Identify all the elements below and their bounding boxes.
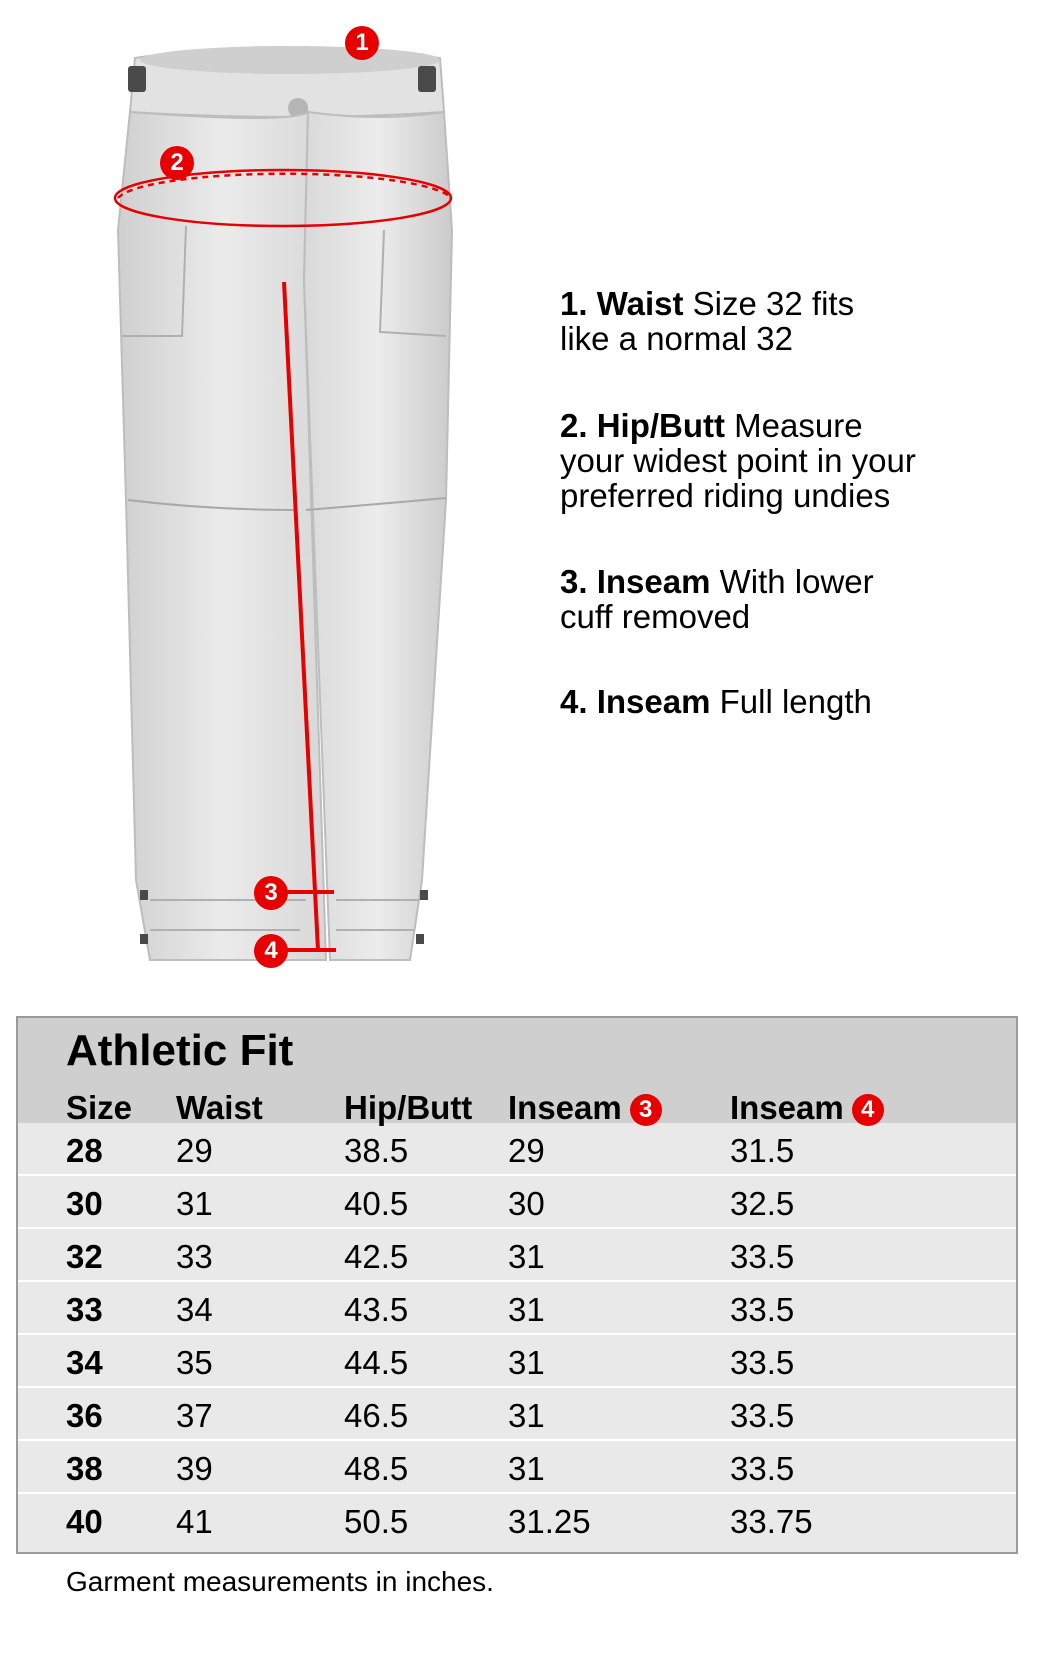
legend-item-inseam-full — [560, 684, 1000, 719]
legend-term: 1. Waist — [560, 285, 684, 322]
waist-marker: 1 — [345, 26, 379, 60]
legend-desc: Measure — [734, 407, 863, 444]
cell-size: 40 — [66, 1503, 103, 1540]
cell-size: 32 — [66, 1238, 103, 1275]
cell-inseam4: 33.5 — [730, 1450, 795, 1487]
cell-waist: 41 — [176, 1503, 213, 1540]
table-header — [18, 1018, 1016, 1126]
cell-inseam4: 33.5 — [730, 1238, 795, 1275]
legend-term: 2. Hip/Butt — [560, 407, 725, 444]
cell-waist: 39 — [176, 1450, 213, 1487]
table-row — [18, 1494, 1016, 1547]
cell-size: 30 — [66, 1185, 103, 1222]
inseam-full-badge: 4 — [852, 1094, 884, 1126]
table-row — [18, 1335, 1016, 1388]
header-size: Size — [66, 1089, 133, 1126]
legend-desc: With lower — [719, 563, 874, 600]
table-title: Athletic Fit — [66, 1026, 294, 1075]
table-row — [18, 1176, 1016, 1229]
cell-size: 38 — [66, 1450, 103, 1487]
legend-item-hip — [560, 408, 1000, 513]
header-inseam-full-label: Inseam — [730, 1089, 844, 1126]
cell-inseam3: 31 — [508, 1450, 545, 1487]
cell-size: 34 — [66, 1344, 103, 1381]
cell-inseam3: 30 — [508, 1185, 545, 1222]
hip-marker: 2 — [160, 146, 194, 180]
header-inseam-full — [730, 1090, 884, 1126]
cell-inseam3: 31.25 — [508, 1503, 591, 1540]
inseam-full-marker: 4 — [254, 934, 288, 968]
legend-desc: your widest point in your — [560, 442, 916, 479]
legend-term: 4. Inseam — [560, 683, 711, 720]
cell-hip: 40.5 — [344, 1185, 409, 1222]
table-row — [18, 1282, 1016, 1335]
table-row — [18, 1388, 1016, 1441]
legend-desc: preferred riding undies — [560, 477, 891, 514]
header-hip: Hip/Butt — [344, 1089, 473, 1126]
legend-desc: like a normal 32 — [560, 320, 793, 357]
cell-inseam4: 33.5 — [730, 1291, 795, 1328]
legend-desc: cuff removed — [560, 598, 751, 635]
cell-size: 28 — [66, 1132, 103, 1169]
cell-inseam4: 33.5 — [730, 1344, 795, 1381]
header-inseam-cuff — [508, 1090, 662, 1126]
table-row — [18, 1229, 1016, 1282]
cell-waist: 31 — [176, 1185, 213, 1222]
table-row — [18, 1441, 1016, 1494]
legend-desc: Size 32 fits — [692, 285, 855, 322]
cell-hip: 46.5 — [344, 1397, 409, 1434]
cell-waist: 34 — [176, 1291, 213, 1328]
cell-inseam3: 31 — [508, 1238, 545, 1275]
cell-inseam3: 31 — [508, 1291, 545, 1328]
cell-size: 33 — [66, 1291, 103, 1328]
cell-waist: 33 — [176, 1238, 213, 1275]
cell-waist: 35 — [176, 1344, 213, 1381]
cell-inseam3: 29 — [508, 1132, 545, 1169]
cell-inseam4: 31.5 — [730, 1132, 795, 1169]
cell-hip: 42.5 — [344, 1238, 409, 1275]
legend-item-inseam-cuff — [560, 564, 1000, 634]
size-chart-table — [16, 1016, 1018, 1554]
legend-item-waist — [560, 286, 1000, 356]
cell-inseam3: 31 — [508, 1344, 545, 1381]
cell-waist: 29 — [176, 1132, 213, 1169]
cell-hip: 50.5 — [344, 1503, 409, 1540]
inseam-cuff-marker: 3 — [254, 876, 288, 910]
cell-inseam4: 32.5 — [730, 1185, 795, 1222]
header-inseam-cuff-label: Inseam — [508, 1089, 622, 1126]
legend-term: 3. Inseam — [560, 563, 711, 600]
cell-hip: 38.5 — [344, 1132, 409, 1169]
cell-inseam4: 33.75 — [730, 1503, 813, 1540]
cell-inseam4: 33.5 — [730, 1397, 795, 1434]
inseam-cuff-badge: 3 — [630, 1094, 662, 1126]
cell-size: 36 — [66, 1397, 103, 1434]
cell-hip: 43.5 — [344, 1291, 409, 1328]
cell-hip: 44.5 — [344, 1344, 409, 1381]
footnote: Garment measurements in inches. — [66, 1566, 494, 1597]
cell-waist: 37 — [176, 1397, 213, 1434]
header-waist: Waist — [176, 1089, 263, 1126]
table-row — [18, 1123, 1016, 1176]
cell-hip: 48.5 — [344, 1450, 409, 1487]
cell-inseam3: 31 — [508, 1397, 545, 1434]
legend-desc: Full length — [719, 683, 872, 720]
